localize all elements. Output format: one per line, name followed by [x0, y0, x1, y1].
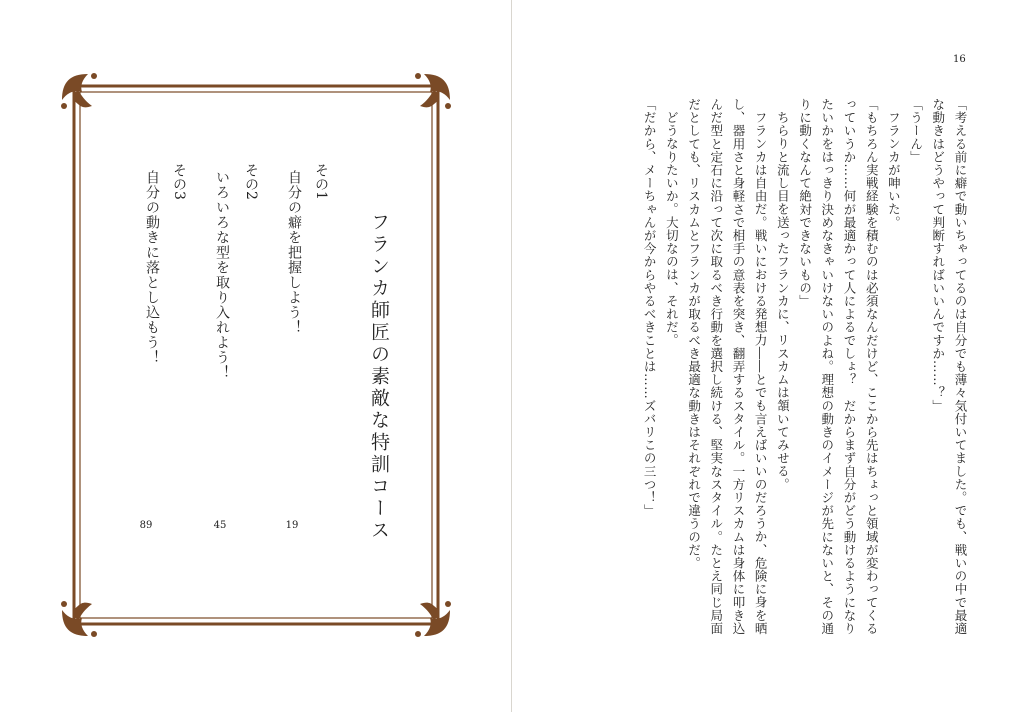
page-number: 16: [953, 54, 966, 65]
paragraph: フランカが呻いた。: [886, 110, 902, 229]
toc-entry-3[interactable]: 自分の動きに落とし込もう！: [144, 170, 160, 365]
toc-chapter-3: その3: [171, 163, 187, 200]
paragraph: 「うーん」: [908, 98, 924, 164]
corner-ornament-icon: [61, 601, 97, 637]
paragraph: 「だから、メーちゃんが今からやるべきことは……ズバリこの三つ！」: [642, 98, 658, 518]
corner-ornament-icon: [415, 73, 451, 109]
toc-title: フランカ師匠の素敵な特訓コース: [368, 212, 390, 542]
ornamental-frame: [58, 70, 454, 640]
corner-ornament-icon: [415, 601, 451, 637]
corner-ornament-icon: [61, 73, 97, 109]
toc-chapter-2: その2: [243, 163, 259, 200]
paragraph: 「もちろん実戦経験を積むのは必須なんだけど、ここから先はちょっと領域が変わってくるっていうか……何が最適かって人によるでしょ？ だからまず自分がどう動けるようになりたいかをはっきり決めなきゃいけないのよね。理想の動きのイメージが先にないと、その通りに動くなんて絶対できないもの」: [797, 98, 880, 636]
body-text: [615, 98, 971, 638]
toc-entry-2[interactable]: いろいろな型を取り入れよう！: [214, 170, 230, 380]
toc-entry-1[interactable]: 自分の癖を把握しよう！: [286, 170, 302, 335]
toc-page-2: 45: [213, 520, 227, 531]
paragraph: どうなりたいか。大切なのは、それだ。: [664, 110, 680, 347]
paragraph: 「考える前に癖で動いちゃってるのは自分でも薄々気付いてました。でも、戦いの中で最適な動きはどうやって判断すればいいんですか……？」: [930, 98, 968, 636]
toc-page-1: 19: [285, 520, 299, 531]
paragraph: ちらりと流し目を送ったフランカに、リスカムは頷いてみせる。: [775, 110, 791, 491]
toc-chapter-1: その1: [313, 163, 329, 200]
paragraph: フランカは自由だ。戦いにおける発想力――とでも言えばいいのだろうか、危険に身を晒し、器用さと身軽さで相手の意表を突き、翻弄するスタイル。一方リスカムは身体に叩き込んだ型と定石に沿って次に取るべき行動を選択し続ける、堅実なスタイル。たとえ同じ局面だとしても、リスカムとフランカが取るべき最適な動きはそれぞれで違うのだ。: [686, 98, 769, 636]
toc-page-3: 89: [139, 520, 153, 531]
